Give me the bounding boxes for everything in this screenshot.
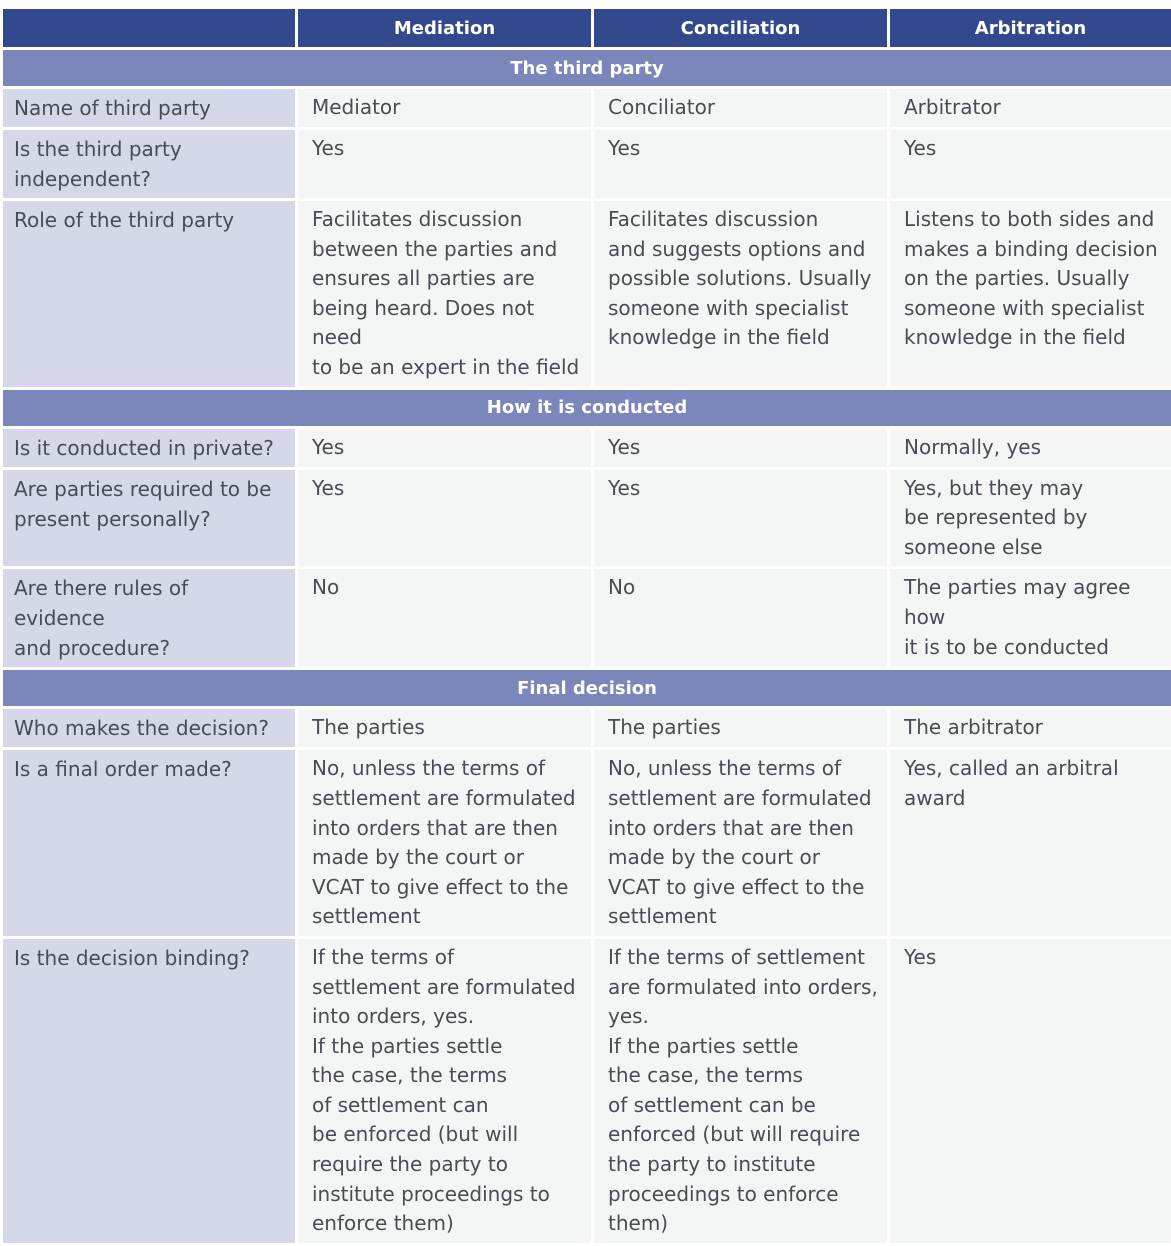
- section-title: The third party: [3, 50, 1171, 86]
- cell-conciliation: Yes: [594, 130, 887, 198]
- cell-mediation: If the terms of settlement are formulated into orders, yes. If the parties settle the case, the terms of settlement can be enforced (but will require the party to institute proceedings to enforce them): [298, 939, 591, 1243]
- cell-mediation: Facilitates discussion between the parties and ensures all parties are being heard. Does not need to be an expert in the field: [298, 201, 591, 387]
- cell-arbitration: Yes, but they may be represented by someone else: [890, 470, 1171, 567]
- cell-mediation: Yes: [298, 470, 591, 567]
- row-label: Is the decision binding?: [3, 939, 295, 1243]
- column-header-mediation: Mediation: [298, 9, 591, 47]
- cell-conciliation: No, unless the terms of settlement are formulated into orders that are then made by the court or VCAT to give effect to the settlement: [594, 750, 887, 936]
- table-row: [3, 939, 1171, 1243]
- table-row: [3, 429, 1171, 467]
- cell-conciliation: Yes: [594, 429, 887, 467]
- cell-arbitration: The parties may agree how it is to be conducted: [890, 569, 1171, 667]
- cell-conciliation: Yes: [594, 470, 887, 567]
- row-label: Is it conducted in private?: [3, 429, 295, 467]
- cell-mediation: The parties: [298, 709, 591, 747]
- cell-conciliation: If the terms of settlement are formulated into orders, yes. If the parties settle the case, the terms of settlement can be enforced (but will require the party to institute proceedings to enforce them): [594, 939, 887, 1243]
- table-header: [3, 9, 1171, 47]
- column-header-arbitration: Arbitration: [890, 9, 1171, 47]
- cell-conciliation: Conciliator: [594, 89, 887, 127]
- cell-arbitration: Arbitrator: [890, 89, 1171, 127]
- cell-mediation: Yes: [298, 130, 591, 198]
- row-label: Name of third party: [3, 89, 295, 127]
- header-row: [3, 9, 1171, 47]
- section-row-third-party: [3, 50, 1171, 86]
- row-label: Who makes the decision?: [3, 709, 295, 747]
- section-title: Final decision: [3, 670, 1171, 706]
- table-row: [3, 569, 1171, 667]
- table-row: [3, 470, 1171, 567]
- cell-conciliation: No: [594, 569, 887, 667]
- cell-conciliation: Facilitates discussion and suggests options and possible solutions. Usually someone with specialist knowledge in the field: [594, 201, 887, 387]
- cell-mediation: No: [298, 569, 591, 667]
- table-body: [3, 50, 1171, 1243]
- row-label: Is the third party independent?: [3, 130, 295, 198]
- section-row-how-conducted: [3, 390, 1171, 426]
- comparison-table: [0, 6, 1171, 1246]
- cell-mediation: No, unless the terms of settlement are formulated into orders that are then made by the court or VCAT to give effect to the settlement: [298, 750, 591, 936]
- cell-mediation: Yes: [298, 429, 591, 467]
- row-label: Are there rules of evidence and procedure?: [3, 569, 295, 667]
- section-row-final-decision: [3, 670, 1171, 706]
- table-row: [3, 709, 1171, 747]
- header-corner: [3, 9, 295, 47]
- section-title: How it is conducted: [3, 390, 1171, 426]
- cell-arbitration: The arbitrator: [890, 709, 1171, 747]
- table-row: [3, 89, 1171, 127]
- cell-mediation: Mediator: [298, 89, 591, 127]
- cell-arbitration: Normally, yes: [890, 429, 1171, 467]
- row-label: Is a final order made?: [3, 750, 295, 936]
- cell-conciliation: The parties: [594, 709, 887, 747]
- column-header-conciliation: Conciliation: [594, 9, 887, 47]
- table-row: [3, 750, 1171, 936]
- table-row: [3, 130, 1171, 198]
- row-label: Are parties required to be present personally?: [3, 470, 295, 567]
- table-row: [3, 201, 1171, 387]
- cell-arbitration: Yes, called an arbitral award: [890, 750, 1171, 936]
- cell-arbitration: Yes: [890, 939, 1171, 1243]
- cell-arbitration: Listens to both sides and makes a binding decision on the parties. Usually someone with specialist knowledge in the field: [890, 201, 1171, 387]
- cell-arbitration: Yes: [890, 130, 1171, 198]
- row-label: Role of the third party: [3, 201, 295, 387]
